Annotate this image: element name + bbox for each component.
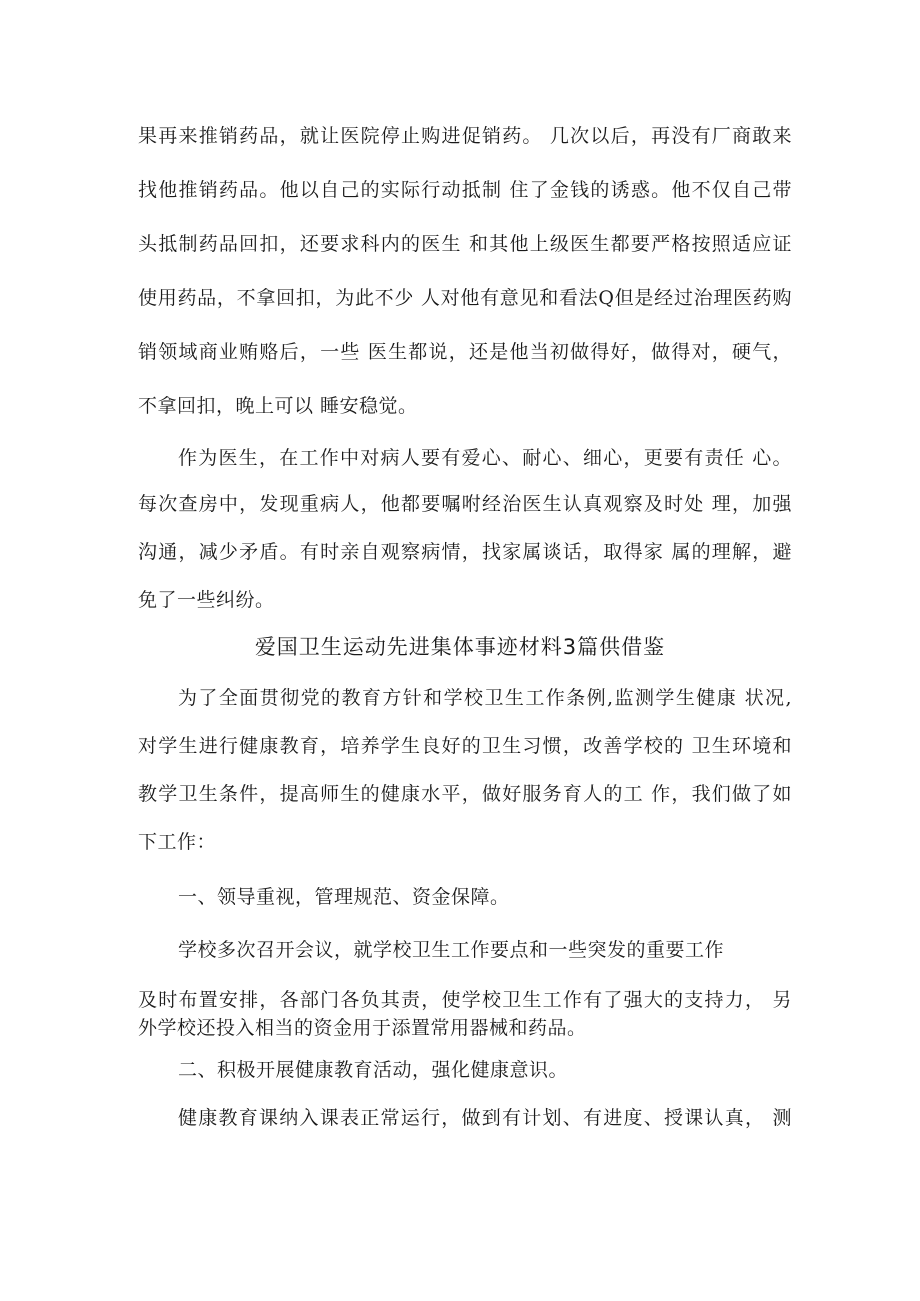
text-line: 果再来推销药品，就让医院停止购进促销药。 几次以后，再没有厂商敢来 [138, 125, 792, 147]
text-line: 头抵制药品回扣，还要求科内的医生 和其他上级医生都要严格按照适应证 [138, 233, 792, 255]
text-line: 健康教育课纳入课表正常运行，做到有计划、有进度、授课认真， 测 [178, 1107, 792, 1129]
text-line: 及时布置安排，各部门各负其责，使学校卫生工作有了强大的支持力， 另 [138, 989, 792, 1011]
text-line: 作为医生，在工作中对病人要有爱心、耐心、细心，更要有责任 心。 [178, 447, 792, 469]
section-heading: 爱国卫生运动先进集体事迹材料3篇供借鉴 [254, 635, 666, 659]
text-line: 使用药品，不拿回扣，为此不少 人对他有意见和看法Q但是经过治理医药购 [138, 287, 792, 309]
text-line: 销领域商业贿赂后，一些 医生都说，还是他当初做得好，做得对，硬气， [138, 341, 792, 363]
text-line: 找他推销药品。他以自己的实际行动抵制 住了金钱的诱惑。他不仅自己带 [138, 179, 792, 201]
text-line: 免了一些纠纷。 [138, 589, 275, 611]
text-line: 学校多次召开会议，就学校卫生工作要点和一些突发的重要工作 [178, 939, 725, 961]
subsection-title: 二、积极开展健康教育活动，强化健康意识。 [178, 1059, 569, 1081]
text-line: 为了全面贯彻党的教育方针和学校卫生工作条例,监测学生健康 状况, [178, 687, 792, 709]
text-line: 沟通，减少矛盾。有时亲自观察病情，找家属谈话，取得家 属的理解，避 [138, 541, 792, 563]
text-line: 不拿回扣，晚上可以 睡安稳觉。 [138, 395, 418, 417]
text-line: 外学校还投入相当的资金用于添置常用器械和药品。 [138, 1017, 587, 1039]
text-line: 对学生进行健康教育，培养学生良好的卫生习惯，改善学校的 卫生环境和 [138, 735, 792, 757]
text-line: 下工作： [138, 831, 217, 853]
text-line: 教学卫生条件，提高师生的健康水平，做好服务育人的工 作，我们做了如 [138, 783, 792, 805]
subsection-title: 一、领导重视，管理规范、资金保障。 [178, 886, 510, 908]
text-line: 每次查房中，发现重病人，他都要嘱咐经治医生认真观察及时处 理，加强 [138, 493, 792, 515]
